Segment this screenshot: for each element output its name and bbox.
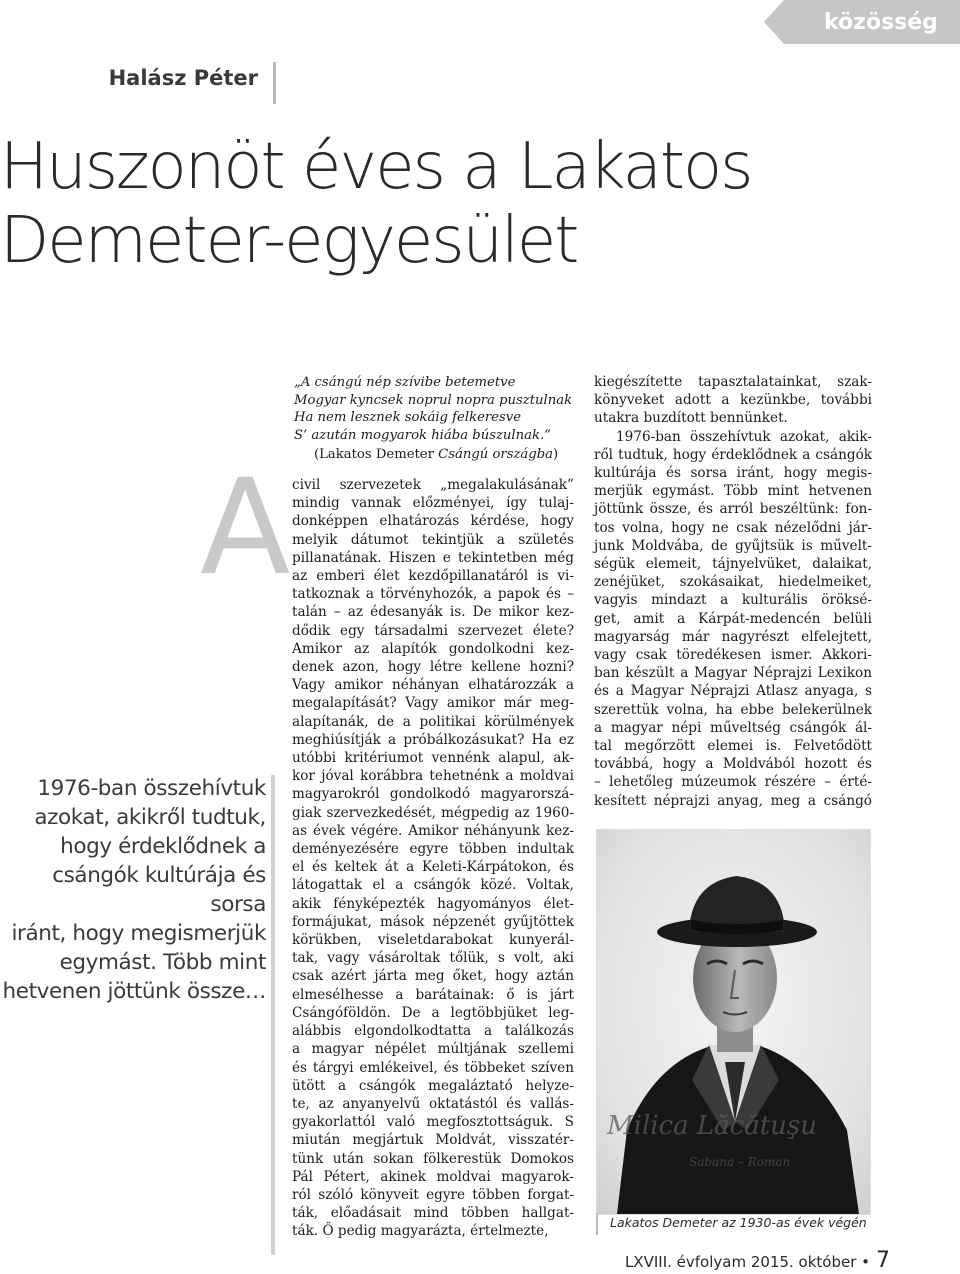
- poem-source-prefix: (Lakatos Demeter: [314, 447, 439, 462]
- issue-footer: LXVIII. évfolyam 2015. október •: [624, 1253, 870, 1271]
- body-line: ról szóló könyveit egyre többen forgat-: [292, 1186, 574, 1203]
- body-line: tos volna, hogy ne csak nézelődni jár-: [594, 519, 872, 536]
- body-line: ták. Ő pedig magyarázta, értelmezte,: [292, 1223, 549, 1240]
- portrait-photo: [596, 829, 871, 1215]
- body-line: ről tudtuk, hogy érdeklődnek a csángók: [594, 446, 872, 463]
- body-line: ban készült a Magyar Néprajzi Lexikon: [594, 665, 872, 682]
- body-line: donképpen elhatározás kérdése, hogy: [292, 513, 574, 530]
- body-line: kesített néprajzi anyag, meg a csángó: [594, 792, 872, 809]
- body-line: gyakorlattól való megfosztottságuk. S: [292, 1114, 574, 1131]
- body-column-2: [292, 476, 574, 1241]
- poem-line: S’ azután mogyarok hiába búszulnak.”: [294, 427, 551, 443]
- title-line: Demeter-egyesület: [0, 204, 578, 278]
- pull-quote-divider: [271, 775, 275, 1255]
- body-line: Amikor az alapítók gondolkodni kez-: [292, 640, 574, 657]
- body-line: formájukat, mások népzenét gyűjtöttek: [292, 913, 574, 930]
- body-line: – lehetőleg múzeumok részére – érté-: [594, 774, 872, 791]
- author-divider: [273, 62, 276, 104]
- body-line: Csángóföldön. De a legtöbbjüket leg-: [292, 1004, 574, 1021]
- body-line: könyveket adott a kezünkbe, további: [594, 392, 872, 409]
- body-line: tünk után sokan fölkerestük Domokos: [292, 1150, 574, 1167]
- body-line: látogattak el a csángók közé. Voltak,: [292, 877, 574, 894]
- body-line: kiegészítette tapasztalatainkat, szak-: [594, 374, 872, 390]
- body-line: alábbis elgondolkodtatta a találkozás: [292, 1023, 574, 1040]
- body-column-3: [594, 373, 872, 810]
- section-label: közösség: [784, 0, 960, 44]
- body-line: alapítanák, de a politikai körülmények: [292, 713, 574, 730]
- body-line: dődik egy társadalmi szervezet élete?: [292, 622, 574, 639]
- body-line: Pál Pétert, akinek moldvai magyarok-: [292, 1168, 574, 1185]
- poem-source-title: Csángú országba: [438, 447, 554, 462]
- pull-quote-line: iránt, hogy megismerjük: [11, 921, 266, 946]
- photo-inscription: Milica Lăcătuşu: [607, 1111, 818, 1141]
- body-line: vagy csak töredékesen ismer. Akkori-: [594, 647, 872, 664]
- body-line: melyik dátumot tekintjük a születés: [292, 531, 574, 548]
- body-line: tak, vagy vásároltak tőlük, s volt, aki: [292, 950, 574, 967]
- pull-quote: [0, 774, 266, 1006]
- body-line: tal megőrzött elemei is. Felvetődött: [594, 738, 872, 755]
- poem-source: [314, 446, 558, 464]
- body-line: el és keltek át a Keleti-Kárpátokon, és: [292, 859, 574, 876]
- body-line: tatkoznak a törvényhozók, a papok és –: [292, 586, 574, 603]
- title-line: Huszonöt éves a Lakatos: [0, 130, 752, 204]
- body-line: és a Magyar Néprajzi Atlasz anyaga, s: [594, 683, 872, 700]
- body-line: csak azért járta meg őket, hogy aztán: [292, 968, 574, 985]
- body-line: 1976-ban összehívtuk azokat, akik-: [616, 428, 872, 445]
- body-line: magyarság már nagyrészt elfelejtett,: [594, 628, 872, 645]
- photo-inscription-sub: Sabana – Roman: [689, 1155, 791, 1169]
- photo-caption: Lakatos Demeter az 1930-as évek végén: [610, 1215, 867, 1230]
- body-line: a magyar népélet múltjának szellemi: [292, 1041, 574, 1058]
- body-line: te, az anyanyelvű oktatástól és vallás-: [292, 1095, 574, 1112]
- body-line: denek azon, hogy létre kellene hozni?: [292, 659, 574, 676]
- body-line: miután megjártuk Moldvát, visszatér-: [292, 1132, 574, 1149]
- body-line: akik fényképezték hagyományos élet-: [292, 895, 574, 912]
- poem-line: Ha nem lesznek sokáig felkeresve: [294, 410, 522, 425]
- poem-source-suffix: ): [553, 447, 559, 462]
- body-line: jöttünk össze, és arról beszéltünk: fon-: [594, 501, 872, 518]
- body-line: pillanatának. Hiszen e tekintetben még: [292, 549, 574, 566]
- body-line: utóbbi kritériumot vennénk alapul, ak-: [292, 750, 574, 767]
- poem-line: „A csángú nép szívibe betemetve: [294, 375, 516, 390]
- body-line: giak szervezkedését, mégpedig az 1960-: [292, 804, 574, 821]
- body-line: ütött a csángók megaláztató helyze-: [292, 1077, 574, 1094]
- body-line: körükben, viseletdarabokat kunyerál-: [292, 932, 574, 949]
- body-line: Vagy amikor néhányan elhatározzák a: [292, 677, 574, 694]
- body-line: az emberi élet kezdőpillanatáról is vi-: [292, 568, 574, 585]
- body-line: mindig vannak előzményei, így tulaj-: [292, 495, 574, 512]
- body-line: szerettük volna, ha ebbe belekerülnek: [594, 701, 872, 718]
- body-line: deményezésére egyre többen indultak: [292, 841, 574, 858]
- pull-quote-line: hogy érdeklődnek a: [60, 834, 266, 859]
- pull-quote-line: egymást. Több mint: [59, 950, 266, 975]
- body-line: civil szervezetek „megalakulásának”: [292, 477, 574, 493]
- epigraph-poem: [294, 374, 584, 444]
- drop-cap: A: [200, 451, 291, 605]
- pull-quote-line: 1976-ban összehívtuk: [37, 776, 266, 801]
- body-line: kultúrája és sorsa iránt, hogy megis-: [594, 465, 872, 482]
- body-line: talán – az édesanyák is. De mikor kez-: [292, 604, 574, 621]
- pull-quote-line: csángók kultúrája és sorsa: [52, 863, 266, 917]
- body-line: zenéjüket, szokásaikat, hiedelmeiket,: [594, 574, 872, 591]
- author-name: Halász Péter: [108, 66, 258, 90]
- body-line: junk Moldvába, de gyűjtsük is művelt-: [594, 537, 872, 554]
- caption-divider: [596, 1213, 598, 1235]
- body-line: a magyar népi műveltség csángók ál-: [594, 719, 872, 736]
- body-line: ségük elemeit, tájnyelvüket, dalaikat,: [594, 556, 872, 573]
- portrait-illustration: [597, 830, 870, 1214]
- body-line: magyarokról gondolkodó magyarorszá-: [292, 786, 574, 803]
- body-line: as évek végére. Amikor néhányunk kez-: [292, 822, 574, 839]
- body-line: ták, előadásait mind többen hallgat-: [292, 1205, 574, 1222]
- body-line: utakra buzdított bennünket.: [594, 410, 788, 427]
- body-line: kor jóval korábbra tehetnénk a moldvai: [292, 768, 574, 785]
- poem-line: Mogyar kyncsek noprul nopra pusztulnak: [294, 392, 573, 408]
- pull-quote-line: azokat, akikről tudtuk,: [34, 805, 266, 830]
- body-line: get, amit a Kárpát-medencén belüli: [594, 610, 872, 627]
- body-line: merjük egymást. Több mint hetvenen: [594, 483, 872, 500]
- body-line: meghiúsítják a próbálkozásukat? Ha ez: [292, 731, 574, 748]
- body-line: vagyis mindazt a kulturális öröksé-: [594, 592, 872, 609]
- body-line: továbbá, hogy a Moldvából hozott és: [594, 756, 872, 773]
- body-line: megalapítását? Vagy amikor már meg-: [292, 695, 574, 712]
- page-number: 7: [876, 1248, 890, 1273]
- body-line: elmesélhesse a barátainak: ő is járt: [292, 986, 574, 1003]
- pull-quote-line: hetvenen jöttünk össze…: [2, 979, 266, 1004]
- article-title: [0, 130, 900, 278]
- body-line: és tárgyi emlékeivel, és többeket szíven: [292, 1059, 574, 1076]
